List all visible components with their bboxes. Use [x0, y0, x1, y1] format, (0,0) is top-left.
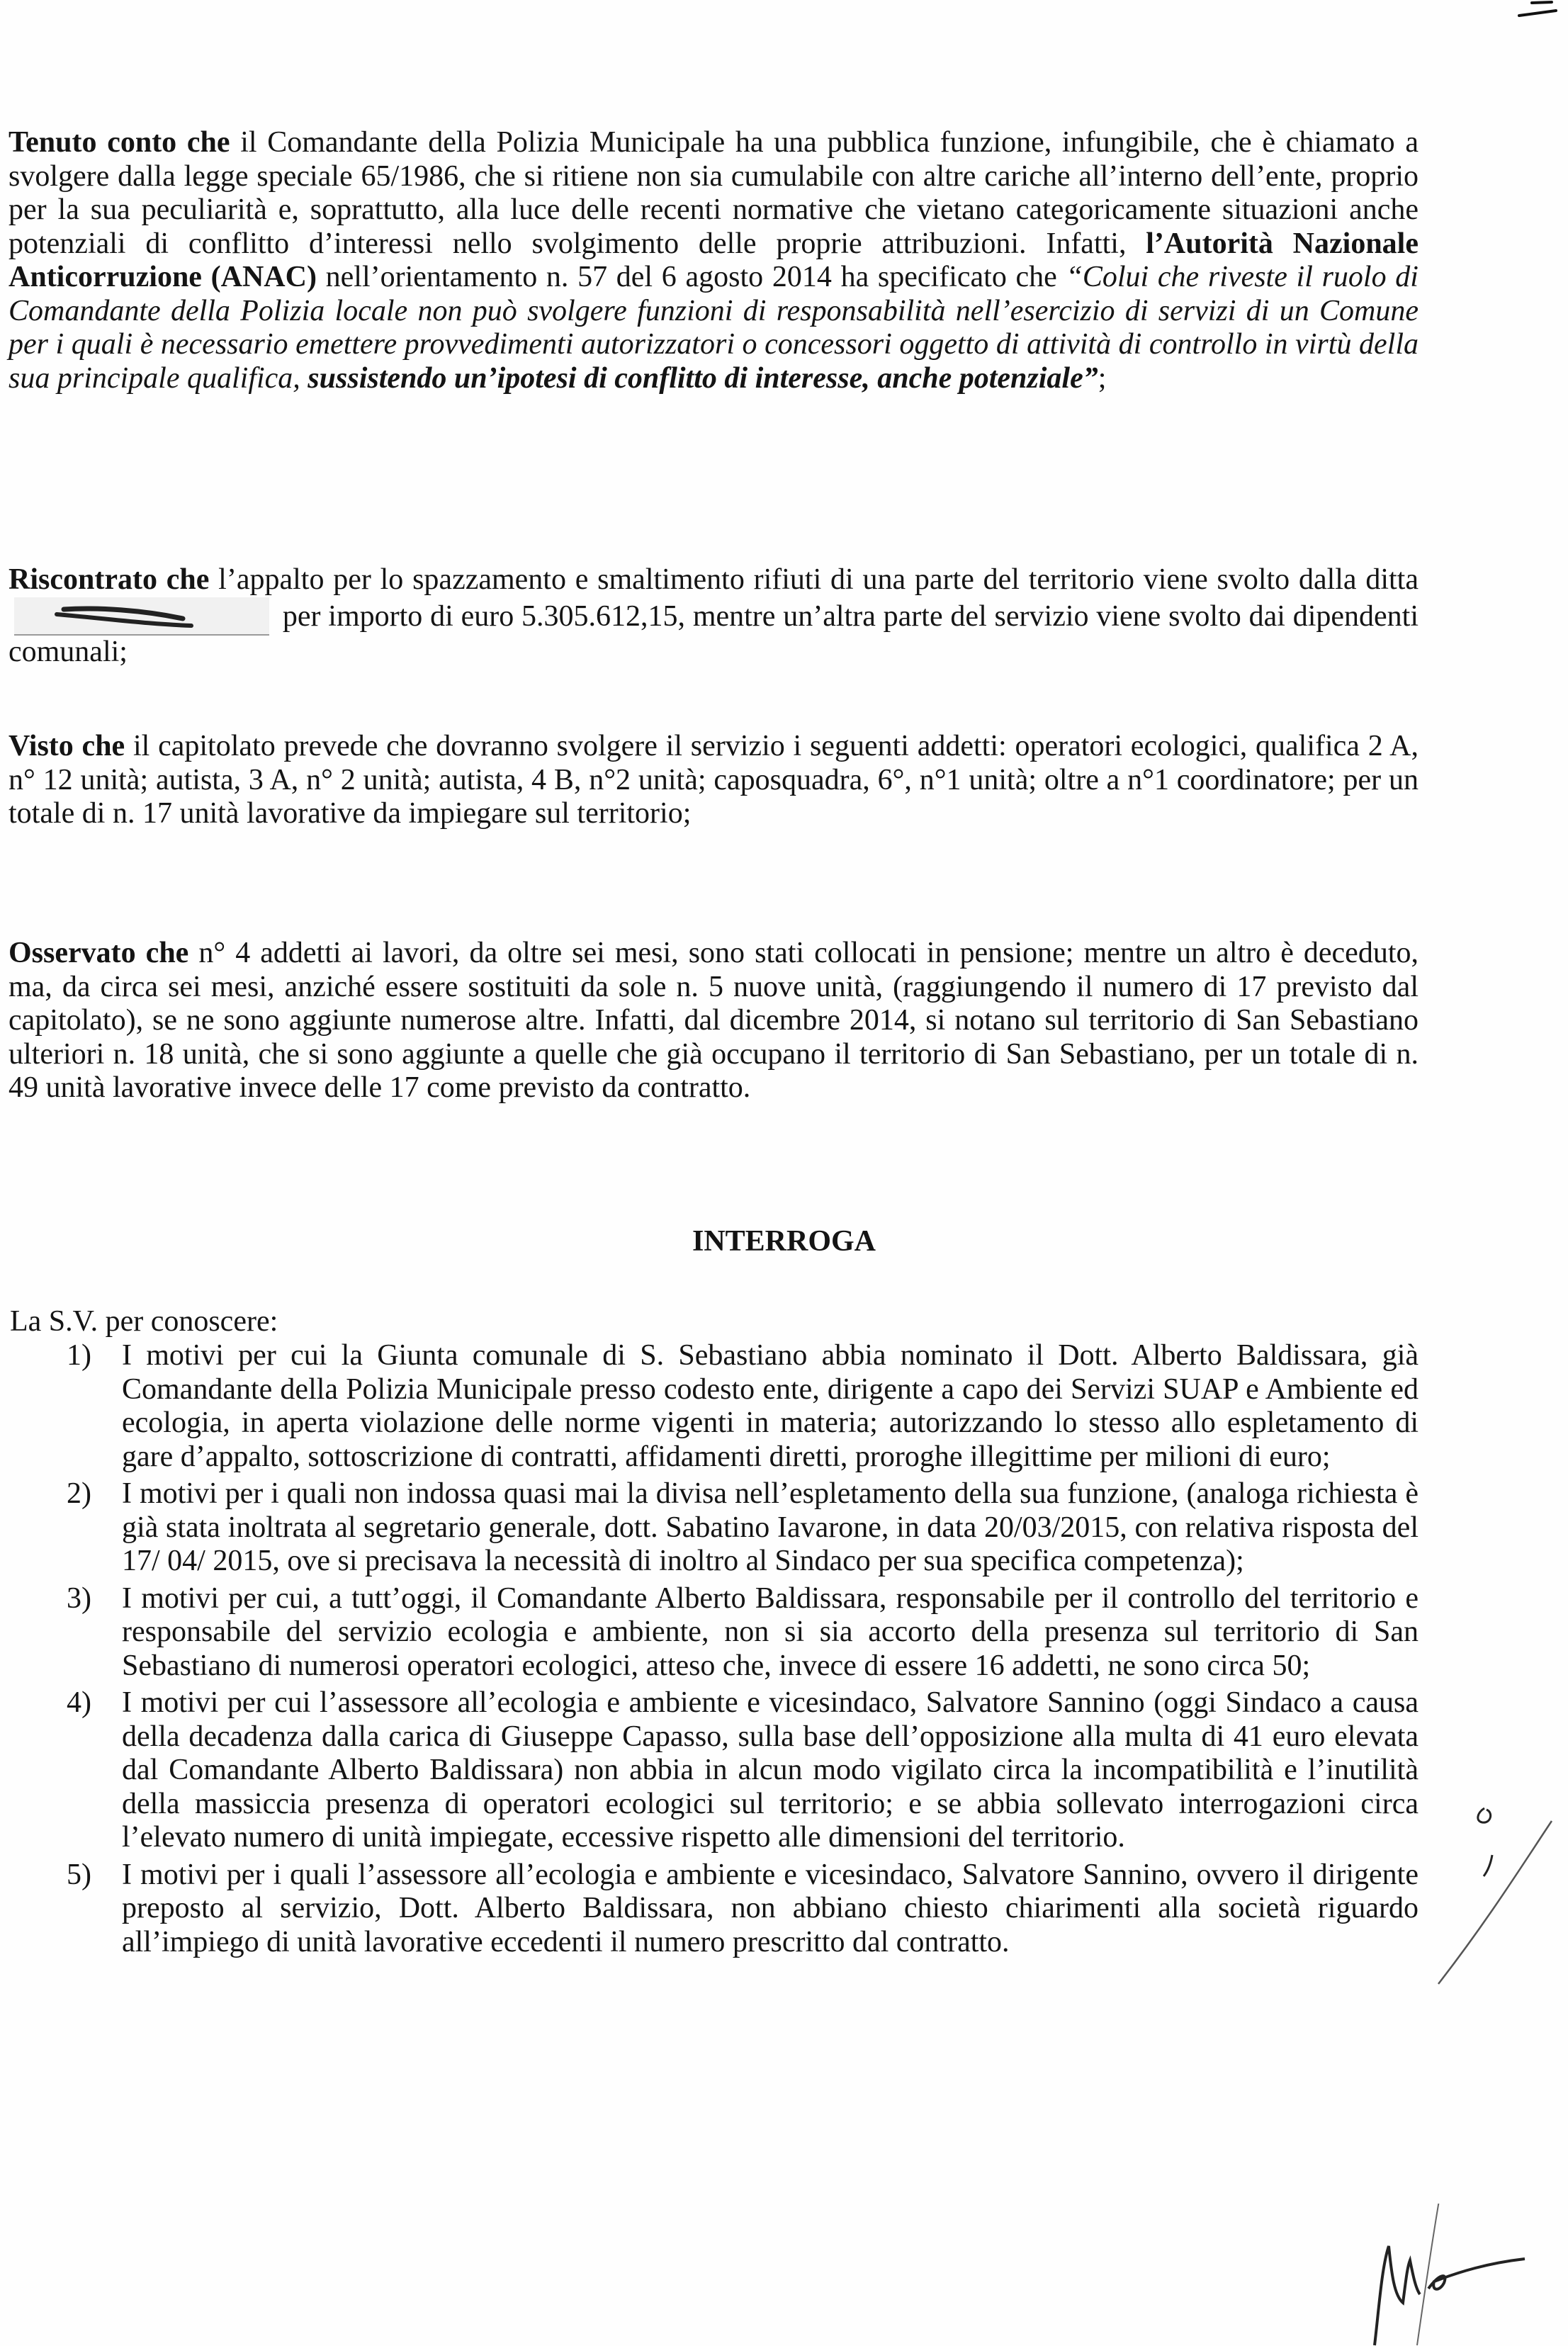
- visto-text: il capitolato prevede che dovranno svolgere il servizio i seguenti addetti: operatori ecologici, qualifica 2 A, n° 12 unità; autista, 3 A, n° 2 unità; autista, 4 B, n°2 unità; caposquadra, 6°, n°1 unità; oltre a n°1 coordinatore; per un totale di n. 17 unità lavorative da impiegare sul territorio;: [9, 730, 1418, 830]
- list-item: [67, 1477, 1418, 1579]
- riscontrato-text-2: per importo di euro 5.305.612,15, mentre un’altra parte del servizio viene svolto dai dipendenti comunali;: [9, 599, 1419, 668]
- redaction-scribble-icon: [14, 597, 269, 634]
- lead-riscontrato: Riscontrato che: [9, 563, 210, 596]
- list-item-text: I motivi per i quali non indossa quasi mai la divisa nell’espletamento della sua funzione, (analoga richiesta è già stata inoltrata al segretario generale, dott. Sabatino Iavarone, in data 20/03/2015, con relativa risposta del 17/ 04/ 2015, ove si precisava la necessità di inoltro al Sindaco per sua specifica competenza);: [122, 1477, 1418, 1577]
- riscontrato-text-1: l’appalto per lo spazzamento e smaltimento rifiuti di una parte del territorio viene svolto dalla ditta: [209, 563, 1418, 596]
- list-item-text: I motivi per cui l’assessore all’ecologia e ambiente e vicesindaco, Salvatore Sannino (oggi Sindaco a causa della decadenza dalla carica di Giuseppe Capasso, sulla base dell’opposizione alla multa di 41 euro elevata dal Comandante Alberto Baldissara) non abbia in alcun modo vigilato circa la incompatibilità e l’inutilità della massiccia presenza di operatori ecologici sul territorio; e se abbia sollevato interrogazioni circa l’elevato numero di unità impiegate, eccessive rispetto alle dimensioni del territorio.: [122, 1686, 1418, 1854]
- anac-name: l’Autorità Nazionale Anticorruzione (ANAC): [9, 227, 1418, 293]
- lead-tenuto: Tenuto conto che: [9, 126, 230, 159]
- handwritten-signature-icon: [1360, 2204, 1538, 2346]
- redacted-company-name: [14, 597, 269, 636]
- section-heading-interroga: INTERROGA: [692, 1225, 876, 1258]
- paragraph-visto: [9, 730, 1418, 831]
- anac-quote: “Colui che riveste il ruolo di Comandante della Polizia locale non può svolgere funzioni di responsabilità nell’esercizio di servizi di un Comune per i quali è necessario emettere provvedimenti autorizzatori o concessori oggetto di attività di controllo in virtù della sua principale qualifica,: [9, 261, 1418, 395]
- anac-quote-emphasis: sussistendo un’ipotesi di conflitto di interesse, anche potenziale”: [308, 361, 1098, 395]
- paragraph-tenuto-conto: [9, 126, 1418, 395]
- osservato-text: n° 4 addetti ai lavori, da oltre sei mesi, sono stati collocati in pensione; mentre un altro è deceduto, ma, da circa sei mesi, anziché essere sostituiti da sole n. 5 nuove unità, (raggiungendo il numero di 17 previsto dal capitolato), se ne sono aggiunte numerose altre. Infatti, dal dicembre 2014, si notano sul territorio di San Sebastiano ulteriori n. 18 unità, che si sono aggiunte a quelle che già occupano il territorio di San Sebastiano, per un totale di n. 49 unità lavorative invece delle 17 come previsto da contratto.: [9, 937, 1418, 1104]
- tenuto-text-2: nell’orientamento n. 57 del 6 agosto 2014 ha specificato che: [316, 261, 1066, 293]
- intro-line: La S.V. per conoscere:: [10, 1305, 278, 1338]
- list-item-number: 5): [67, 1858, 91, 1891]
- list-item: [67, 1859, 1418, 1960]
- list-item-number: 3): [67, 1581, 91, 1615]
- list-item: [67, 1686, 1418, 1855]
- tenuto-end: ;: [1098, 361, 1107, 395]
- list-item-number: 4): [67, 1686, 91, 1719]
- lead-visto: Visto che: [9, 730, 125, 762]
- list-item: [67, 1339, 1418, 1474]
- paragraph-osservato: [9, 937, 1418, 1105]
- paragraph-riscontrato: [9, 563, 1418, 669]
- page-number-mark-icon: [1516, 0, 1559, 23]
- tenuto-text-1: il Comandante della Polizia Municipale ha una pubblica funzione, infungibile, che è chiamato a svolgere dalla legge speciale 65/1986, che si ritiene non sia cumulabile con altre cariche all’interno dell’ente, proprio per la sua peculiarità e, soprattutto, alla luce delle recenti normative che vietano categoricamente situazioni anche potenziali di conflitto d’interessi nello svolgimento delle proprie attribuzioni. Infatti,: [9, 126, 1418, 260]
- list-item-text: I motivi per cui, a tutt’oggi, il Comandante Alberto Baldissara, responsabile per il controllo del territorio e responsabile del servizio ecologia e ambiente, non si sia accorto della presenza sul territorio di San Sebastiano di numerosi operatori ecologici, atteso che, invece di essere 16 addetti, ne sono circa 50;: [122, 1581, 1418, 1682]
- interrogation-list: [67, 1339, 1418, 1963]
- list-item: [67, 1582, 1418, 1684]
- list-item-number: 1): [67, 1339, 91, 1372]
- list-item-text: I motivi per cui la Giunta comunale di S. Sebastiano abbia nominato il Dott. Alberto Baldissara, già Comandante della Polizia Municipale presso codesto ente, dirigente a capo dei Servizi SUAP e Ambiente ed ecologia, in aperta violazione delle norme vigenti in materia; autorizzando lo stesso allo espletamento di gare d’appalto, sottoscrizione di contratti, affidamenti diretti, proroghe illegittime per milioni di euro;: [122, 1339, 1418, 1473]
- list-item-text: I motivi per i quali l’assessore all’ecologia e ambiente e vicesindaco, Salvatore Sannino, ovvero il dirigente preposto al servizio, Dott. Alberto Baldissara, non abbiano chiesto chiarimenti alla società riguardo all’impiego di unità lavorative eccedenti il numero prescritto dal contratto.: [122, 1858, 1418, 1958]
- list-item-number: 2): [67, 1477, 91, 1510]
- handwritten-margin-mark-icon: [1424, 1800, 1566, 2055]
- lead-osservato: Osservato che: [9, 937, 189, 969]
